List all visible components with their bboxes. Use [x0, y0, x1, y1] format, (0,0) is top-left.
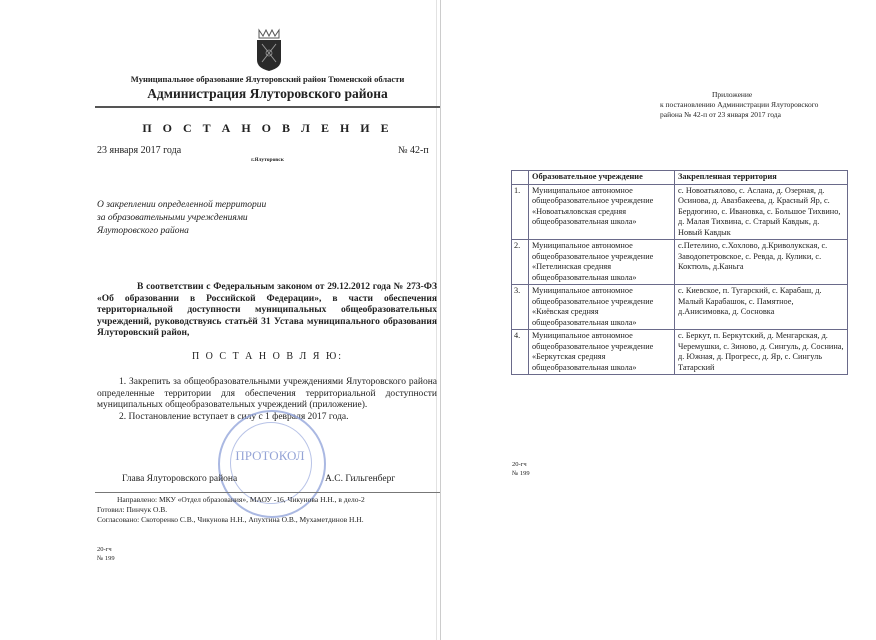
- footer-line: Согласовано: Скоторенко С.В., Чикунова Н.Н., Апухтина О.В., Мухаметдинов Н.Н.: [97, 515, 364, 524]
- document-title: П О С Т А Н О В Л Е Н И Е: [142, 121, 393, 135]
- territory-table: [511, 170, 848, 375]
- territory-cell: с. Киевское, п. Тугарский, с. Карабаш, д. Малый Карабашок, с. Памятное, д.Анисимовка, д. Сосновка: [675, 285, 848, 330]
- decree-heading: П О С Т А Н О В Л Я Ю:: [191, 351, 344, 362]
- appendix-line: района № 42-п от 23 января 2017 года: [660, 110, 781, 119]
- decree-item: 2. Постановление вступает в силу с 1 февраля 2017 года.: [119, 411, 349, 422]
- registry-code: [512, 460, 530, 478]
- document-number: № 42-п: [398, 145, 429, 156]
- subject-line: Ялуторовского района: [97, 226, 189, 236]
- subject-line: О закреплении определенной территории: [97, 200, 267, 210]
- header-divider: [95, 106, 440, 108]
- code-line: 20-гч: [97, 546, 112, 553]
- municipality-name: Муниципальное образование Ялуторовский район Тюменской области: [130, 74, 405, 84]
- table-row: [512, 285, 848, 330]
- row-number: 1.: [512, 184, 529, 240]
- appendix-line: к постановлению Администрации Ялуторовского: [660, 100, 819, 109]
- stamp-text: ПРОТОКОЛ: [235, 448, 305, 463]
- decree-item: 1. Закрепить за общеобразовательными учреждениями Ялуторовского района определенные территории для обеспечения территориальной доступности муниципальных общеобразовательных учреждений (приложение).: [97, 377, 437, 410]
- institution-cell: Муниципальное автономное общеобразовательное учреждение «Киёвская средняя общеобразовательная школа»: [529, 285, 675, 330]
- distribution-footer: [97, 495, 442, 525]
- page-edge: [440, 0, 441, 640]
- footer-line: Готовил: Пинчук О.В.: [97, 505, 168, 514]
- territory-cell: с.Петелино, с.Хохлово, д.Криволукская, с. Заводопетровское, с. Ревда, д. Кулики, с. Коктюль, д.Каньга: [675, 240, 848, 285]
- footer-line: Направлено: МКУ «Отдел образования», МАОУ -16, Чикунова Н.Н., в дело-2: [117, 495, 365, 504]
- subject-line: за образовательными учреждениями: [97, 213, 248, 223]
- appendix-line: Приложение: [712, 90, 753, 99]
- code-line: 20-гч: [512, 461, 527, 468]
- administration-name: Администрация Ялуторовского района: [147, 86, 388, 101]
- registry-code: [97, 545, 115, 563]
- institution-cell: Муниципальное автономное общеобразовательное учреждение «Беркутская средняя общеобразовательная школа»: [529, 330, 675, 375]
- signatory-name: А.С. Гильгенберг: [325, 474, 396, 484]
- row-number: 3.: [512, 285, 529, 330]
- document-subject: [97, 199, 347, 238]
- header-cell: [512, 171, 529, 185]
- document-city: г.Ялуторовск: [251, 157, 284, 163]
- footer-divider: [95, 492, 440, 493]
- appendix-header: [630, 90, 855, 120]
- table-row: [512, 184, 848, 240]
- preamble: В соответствии с Федеральным законом от 29.12.2012 года № 273-ФЗ «Об образовании в Российской Федерации», в части обеспечения территориальной доступности муниципальных общеобразовательных учреждений, руководствуясь статьёй 31 Устава муниципального образования Ялуторовский район,: [97, 282, 437, 338]
- code-line: № 199: [512, 470, 530, 477]
- code-line: № 199: [97, 555, 115, 562]
- institution-cell: Муниципальное автономное общеобразовательное учреждение «Петелинская средняя общеобразовательная школа»: [529, 240, 675, 285]
- table-row: [512, 330, 848, 375]
- table-header-row: [512, 171, 848, 185]
- row-number: 4.: [512, 330, 529, 375]
- territory-cell: с. Новоатьялово, с. Аслана, д. Озерная, д. Осинова, д. Авазбакеева, д. Красный Яр, с. Бердюгино, с. Ивановка, с. Большое Тихвино, д. Малая Тихвина, с. Старый Кавдык, д. Новый Кавдык: [675, 184, 848, 240]
- header-cell: Образовательное учреждение: [529, 171, 675, 185]
- table-row: [512, 240, 848, 285]
- territory-cell: с. Беркут, п. Беркутский, д. Менгарская, д. Черемушки, с. Зиново, д. Сингуль, д. Соснина, д. Южная, д. Прогресс, д. Яр, с. Сингуль Татарский: [675, 330, 848, 375]
- signatory-title: Глава Ялуторовского района: [122, 474, 238, 484]
- document-date: 23 января 2017 года: [97, 145, 182, 156]
- coat-of-arms-icon: [253, 28, 285, 72]
- header-cell: Закрепленная территория: [675, 171, 848, 185]
- institution-cell: Муниципальное автономное общеобразовательное учреждение «Новоатьяловская средняя общеобразовательная школа»: [529, 184, 675, 240]
- row-number: 2.: [512, 240, 529, 285]
